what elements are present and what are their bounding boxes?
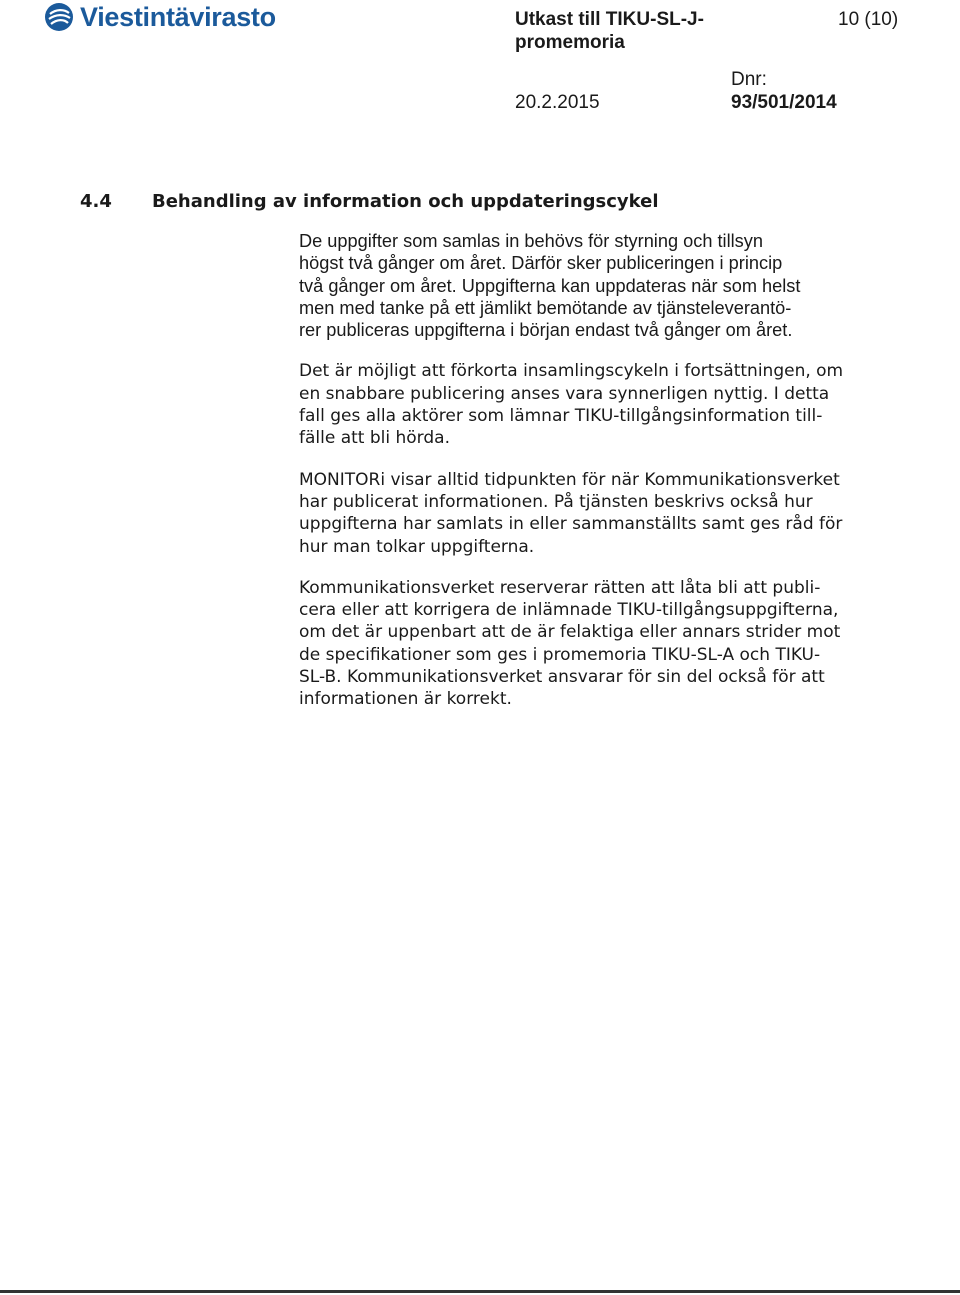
- document-date: 20.2.2015: [515, 92, 600, 113]
- document-title: Utkast till TIKU-SL-J-promemoria: [515, 9, 704, 53]
- text-line: SL-B. Kommunikationsverket ansvarar för sin del också för att: [299, 667, 825, 688]
- text-line: MONITORi visar alltid tidpunkten för när Kommunikationsverket: [299, 469, 840, 490]
- diary-number: [731, 68, 837, 114]
- text-line: högst två gånger om året. Därför sker publiceringen i princip: [299, 253, 783, 274]
- agency-logo-icon: [44, 2, 74, 32]
- diary-number-value: 93/501/2014: [731, 92, 837, 113]
- text-line: fälle att bli hörda.: [299, 428, 450, 449]
- text-line: men med tanke på ett jämlikt bemötande av tjänsteleverantö-: [299, 297, 792, 318]
- text-line: hur man tolkar uppgifterna.: [299, 536, 535, 557]
- paragraph: [299, 577, 899, 711]
- text-line: två gånger om året. Uppgifterna kan uppdateras när som helst: [299, 275, 801, 296]
- section-title: Behandling av information och uppdateringscykel: [152, 191, 659, 212]
- paragraph: [299, 469, 899, 558]
- text-line: Det är möjligt att förkorta insamlingscykeln i fortsättningen, om: [299, 361, 844, 382]
- agency-logo: [44, 0, 276, 34]
- text-line: en snabbare publicering anses vara synnerligen nyttig. I detta: [299, 383, 830, 404]
- section-heading: [80, 191, 659, 213]
- text-line: De uppgifter som samlas in behövs för styrning och tillsyn: [299, 231, 763, 251]
- text-line: har publicerat informationen. På tjänsten beskrivs också hur: [299, 491, 813, 512]
- text-line: uppgifterna har samlats in eller sammanställts samt ges råd för: [299, 514, 843, 535]
- text-line: om det är uppenbart att de är felaktiga eller annars strider mot: [299, 622, 841, 643]
- page-bottom-rule: [0, 1290, 960, 1293]
- text-line: rer publiceras uppgifterna i början endast två gånger om året.: [299, 320, 793, 341]
- diary-number-label: Dnr:: [731, 69, 767, 90]
- section-number: 4.4: [80, 191, 112, 212]
- text-line: cera eller att korrigera de inlämnade TIKU-tillgångsuppgifterna,: [299, 600, 839, 621]
- page-number: 10 (10): [838, 9, 899, 30]
- text-line: informationen är korrekt.: [299, 689, 512, 710]
- paragraph: [299, 230, 899, 341]
- text-line: Kommunikationsverket reserverar rätten att låta bli att publi-: [299, 577, 821, 598]
- section-body: [299, 230, 899, 730]
- text-line: de specifikationer som ges i promemoria TIKU-SL-A och TIKU-: [299, 644, 821, 665]
- paragraph: [299, 360, 899, 449]
- text-line: fall ges alla aktörer som lämnar TIKU-tillgångsinformation till-: [299, 406, 823, 427]
- agency-logo-text: Viestintävirasto: [80, 2, 276, 32]
